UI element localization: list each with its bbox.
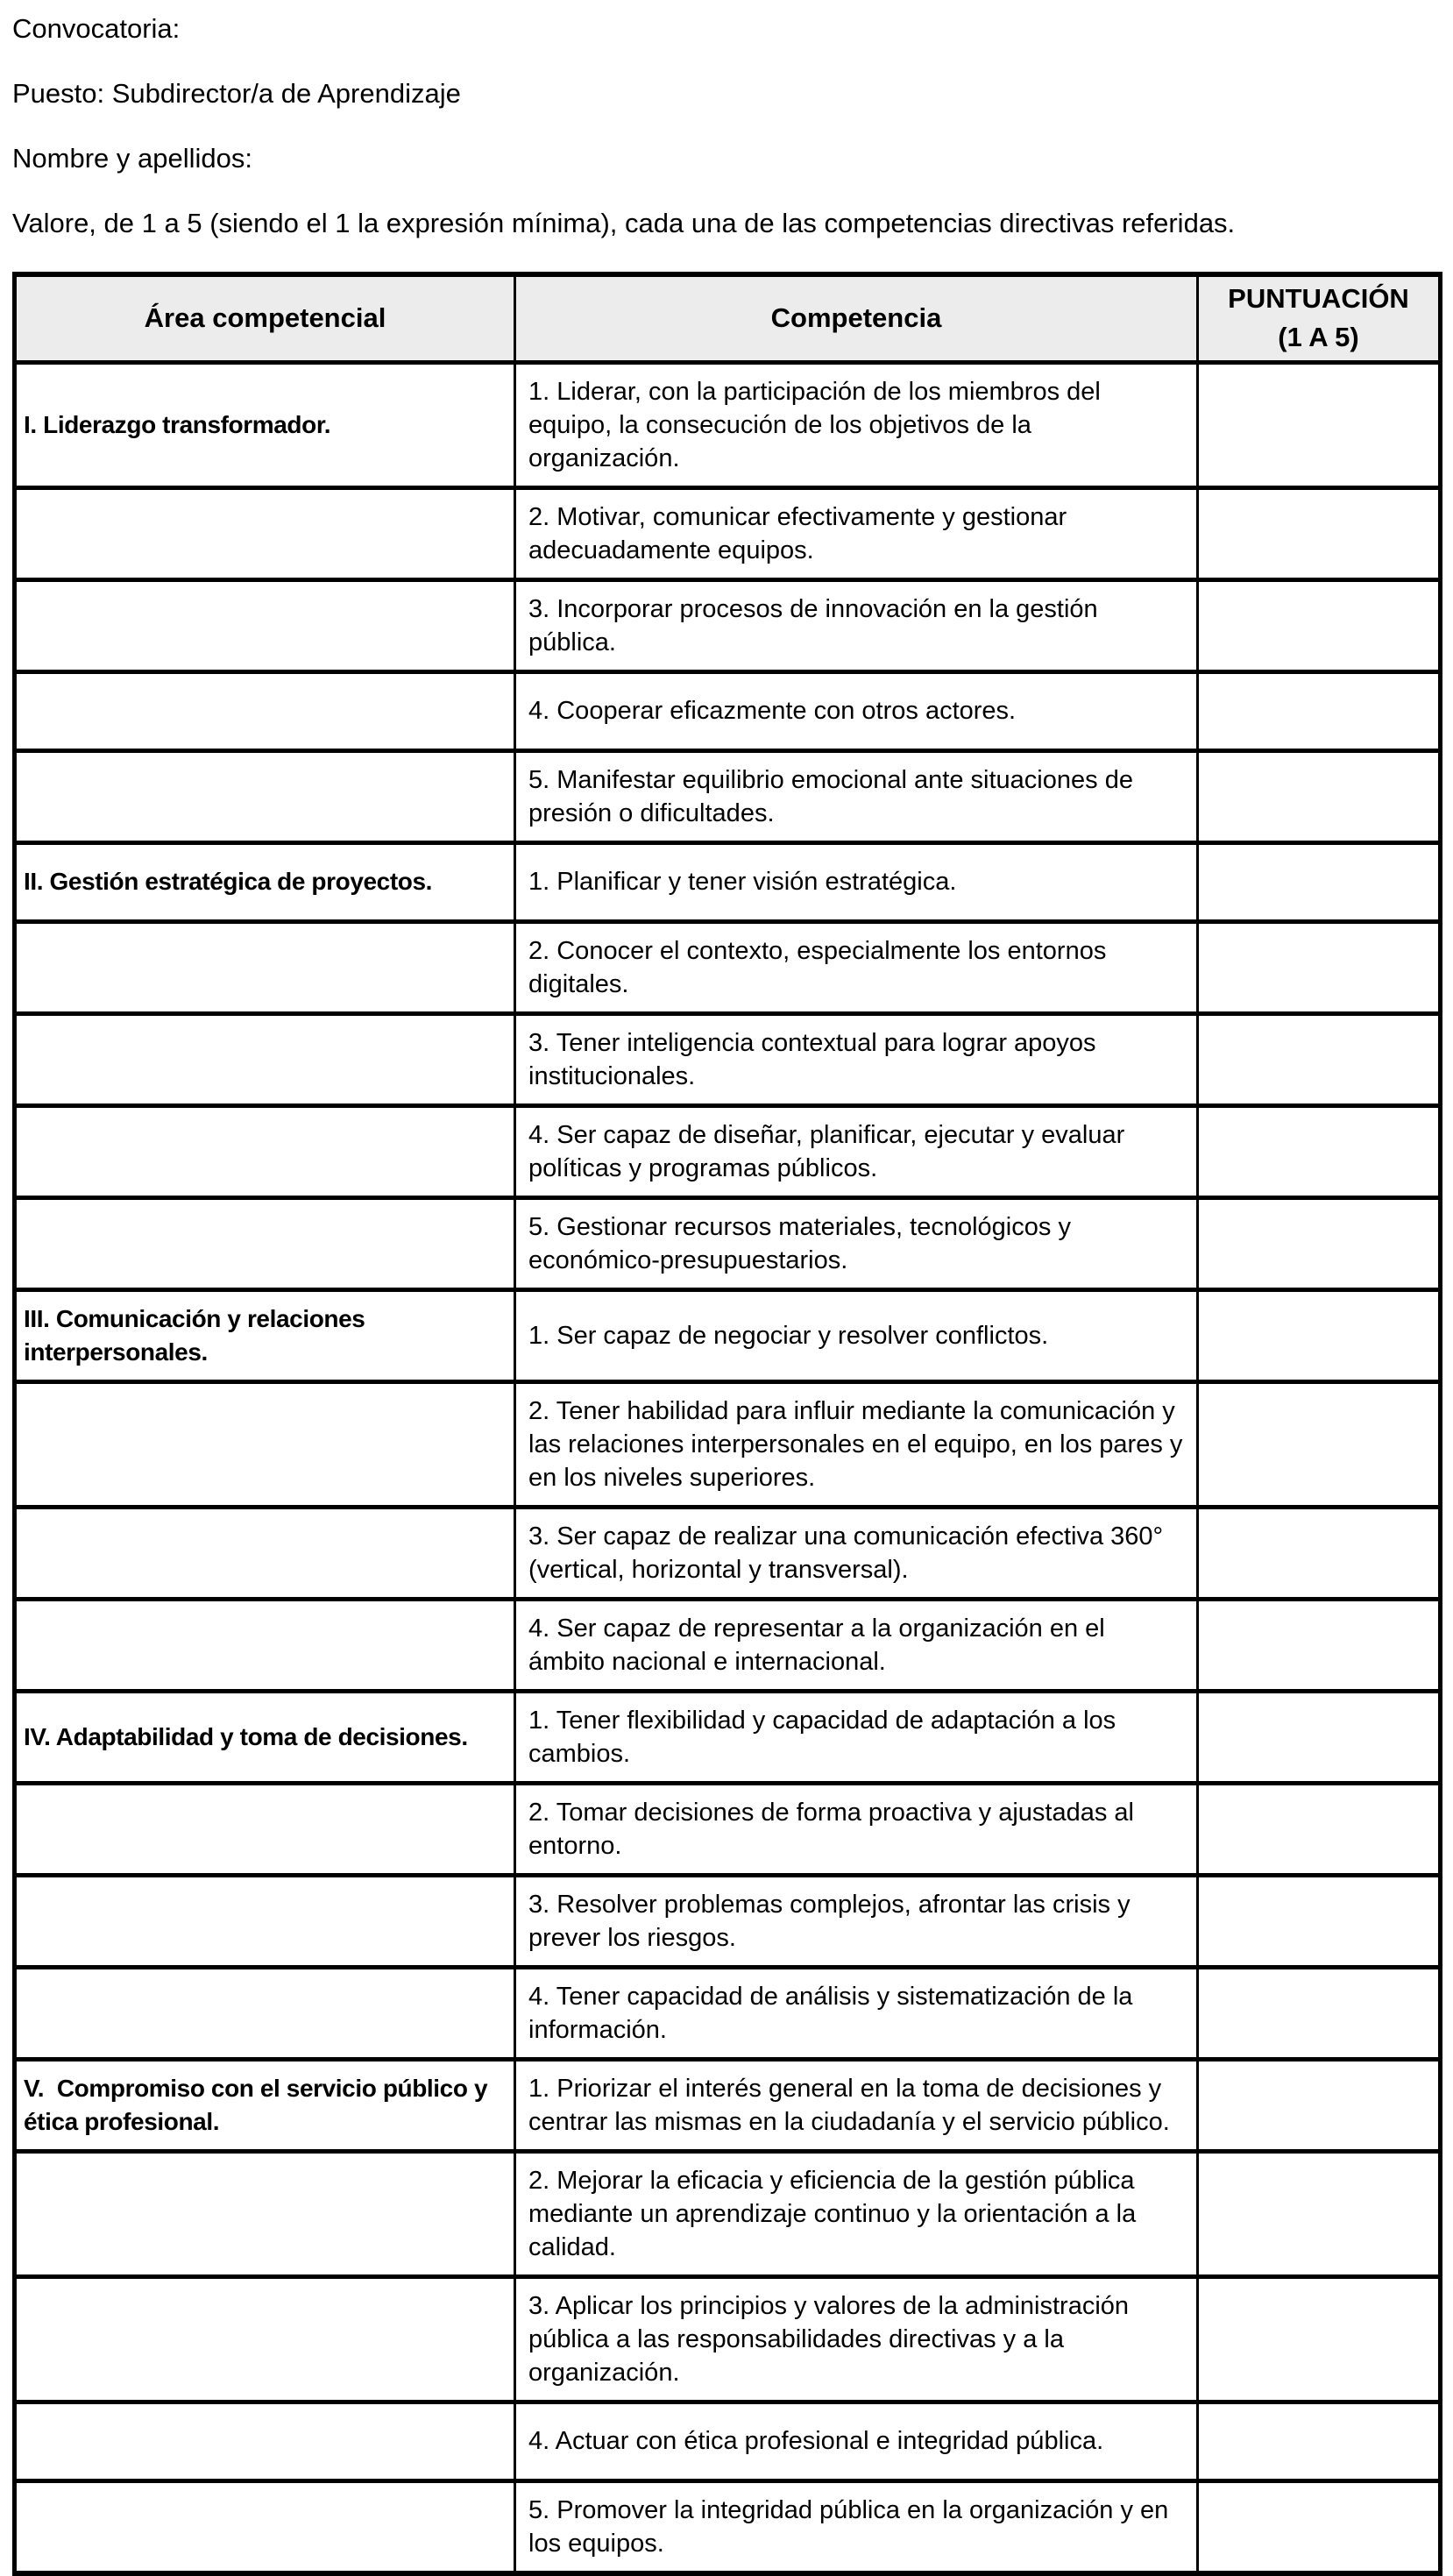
competencia-cell: 1. Ser capaz de negociar y resolver conflictos. (515, 1289, 1198, 1381)
puntuacion-cell[interactable] (1198, 1105, 1441, 1197)
competencia-cell: 1. Liderar, con la participación de los miembros del equipo, la consecución de los objetivos de la organización. (515, 362, 1198, 487)
table-row (15, 487, 1441, 579)
competencia-cell: 3. Resolver problemas complejos, afrontar las crisis y prever los riesgos. (515, 1875, 1198, 1967)
puntuacion-cell[interactable] (1198, 2402, 1441, 2480)
area-cell (15, 750, 515, 842)
area-cell (15, 2480, 515, 2573)
competencia-cell: 4. Actuar con ética profesional e integridad pública. (515, 2402, 1198, 2480)
competencias-table (12, 272, 1442, 2576)
table-row (15, 2059, 1441, 2151)
table-row (15, 1783, 1441, 1875)
puntuacion-cell[interactable] (1198, 1381, 1441, 1507)
table-row (15, 2480, 1441, 2573)
table-row (15, 579, 1441, 671)
table-row (15, 750, 1441, 842)
area-cell (15, 2402, 515, 2480)
competencia-cell: 3. Ser capaz de realizar una comunicación efectiva 360° (vertical, horizontal y transversal). (515, 1507, 1198, 1599)
area-cell (15, 671, 515, 750)
competencia-cell: 1. Priorizar el interés general en la toma de decisiones y centrar las mismas en la ciudadanía y el servicio público. (515, 2059, 1198, 2151)
puntuacion-cell[interactable] (1198, 1967, 1441, 2059)
competencia-cell: 2. Motivar, comunicar efectivamente y gestionar adecuadamente equipos. (515, 487, 1198, 579)
competencia-cell: 4. Ser capaz de representar a la organización en el ámbito nacional e internacional. (515, 1599, 1198, 1691)
puntuacion-cell[interactable] (1198, 1197, 1441, 1289)
competencia-cell: 3. Incorporar procesos de innovación en la gestión pública. (515, 579, 1198, 671)
col-header-puntuacion-line1: PUNTUACIÓN (1228, 283, 1409, 315)
competencia-cell: 4. Cooperar eficazmente con otros actores. (515, 671, 1198, 750)
puntuacion-cell[interactable] (1198, 579, 1441, 671)
competencia-cell: 4. Ser capaz de diseñar, planificar, ejecutar y evaluar políticas y programas públicos. (515, 1105, 1198, 1197)
puntuacion-cell[interactable] (1198, 2059, 1441, 2151)
table-row (15, 1875, 1441, 1967)
table-row (15, 1381, 1441, 1507)
area-cell (15, 1105, 515, 1197)
competencia-cell: 2. Conocer el contexto, especialmente los entornos digitales. (515, 921, 1198, 1013)
col-header-competencia: Competencia (515, 274, 1198, 362)
area-cell (15, 487, 515, 579)
table-row (15, 671, 1441, 750)
table-row (15, 1105, 1441, 1197)
table-header-row (15, 274, 1441, 362)
puntuacion-cell[interactable] (1198, 2480, 1441, 2573)
area-cell (15, 1875, 515, 1967)
table-row (15, 1691, 1441, 1783)
intro-line-convocatoria: Convocatoria: (12, 13, 181, 44)
competencia-cell: 4. Tener capacidad de análisis y sistematización de la información. (515, 1967, 1198, 2059)
table-row (15, 1013, 1441, 1105)
table-row (15, 2402, 1441, 2480)
puntuacion-cell[interactable] (1198, 362, 1441, 487)
intro-line-puesto: Puesto: Subdirector/a de Aprendizaje (12, 78, 461, 109)
competencia-cell: 2. Mejorar la eficacia y eficiencia de la gestión pública mediante un aprendizaje continuo y la orientación a la calidad. (515, 2151, 1198, 2276)
area-cell: I. Liderazgo transformador. (15, 362, 515, 487)
table-row (15, 362, 1441, 487)
puntuacion-cell[interactable] (1198, 1599, 1441, 1691)
competencia-cell: 2. Tener habilidad para influir mediante la comunicación y las relaciones interpersonales en el equipo, en los pares y en los niveles superiores. (515, 1381, 1198, 1507)
competencia-cell: 2. Tomar decisiones de forma proactiva y ajustadas al entorno. (515, 1783, 1198, 1875)
area-cell: II. Gestión estratégica de proyectos. (15, 842, 515, 921)
area-cell (15, 1783, 515, 1875)
puntuacion-cell[interactable] (1198, 671, 1441, 750)
puntuacion-cell[interactable] (1198, 1783, 1441, 1875)
area-cell: IV. Adaptabilidad y toma de decisiones. (15, 1691, 515, 1783)
puntuacion-cell[interactable] (1198, 1289, 1441, 1381)
intro-line-instrucciones: Valore, de 1 a 5 (siendo el 1 la expresión mínima), cada una de las competencias directivas referidas. (12, 208, 1236, 238)
puntuacion-cell[interactable] (1198, 1875, 1441, 1967)
area-cell (15, 2276, 515, 2402)
intro-line-nombre: Nombre y apellidos: (12, 143, 252, 174)
puntuacion-cell[interactable] (1198, 1507, 1441, 1599)
area-cell (15, 921, 515, 1013)
puntuacion-cell[interactable] (1198, 2151, 1441, 2276)
table-row (15, 921, 1441, 1013)
puntuacion-cell[interactable] (1198, 1691, 1441, 1783)
competencia-cell: 3. Aplicar los principios y valores de la administración pública a las responsabilidades directivas y a la organización. (515, 2276, 1198, 2402)
competencia-cell: 3. Tener inteligencia contextual para lograr apoyos institucionales. (515, 1013, 1198, 1105)
area-cell (15, 579, 515, 671)
area-cell (15, 1967, 515, 2059)
puntuacion-cell[interactable] (1198, 842, 1441, 921)
table-row (15, 842, 1441, 921)
area-cell (15, 1013, 515, 1105)
area-cell (15, 1507, 515, 1599)
competencia-cell: 1. Tener flexibilidad y capacidad de adaptación a los cambios. (515, 1691, 1198, 1783)
area-cell (15, 2151, 515, 2276)
competencia-cell: 5. Manifestar equilibrio emocional ante situaciones de presión o dificultades. (515, 750, 1198, 842)
col-header-puntuacion (1198, 274, 1441, 362)
col-header-puntuacion-line2: (1 A 5) (1278, 322, 1359, 353)
table-row (15, 2276, 1441, 2402)
area-cell (15, 1381, 515, 1507)
competencia-cell: 5. Gestionar recursos materiales, tecnológicos y económico-presupuestarios. (515, 1197, 1198, 1289)
puntuacion-cell[interactable] (1198, 921, 1441, 1013)
area-cell: III. Comunicación y relaciones interpersonales. (15, 1289, 515, 1381)
intro-block (12, 12, 1441, 240)
table-row (15, 2151, 1441, 2276)
competencia-cell: 1. Planificar y tener visión estratégica. (515, 842, 1198, 921)
area-cell (15, 1197, 515, 1289)
table-row (15, 1507, 1441, 1599)
table-row (15, 1967, 1441, 2059)
puntuacion-cell[interactable] (1198, 750, 1441, 842)
competencia-cell: 5. Promover la integridad pública en la organización y en los equipos. (515, 2480, 1198, 2573)
table-row (15, 1289, 1441, 1381)
puntuacion-cell[interactable] (1198, 2276, 1441, 2402)
table-row (15, 1197, 1441, 1289)
col-header-area: Área competencial (15, 274, 515, 362)
puntuacion-cell[interactable] (1198, 487, 1441, 579)
puntuacion-cell[interactable] (1198, 1013, 1441, 1105)
area-cell (15, 1599, 515, 1691)
area-cell: V. Compromiso con el servicio público y ética profesional. (15, 2059, 515, 2151)
table-row (15, 1599, 1441, 1691)
